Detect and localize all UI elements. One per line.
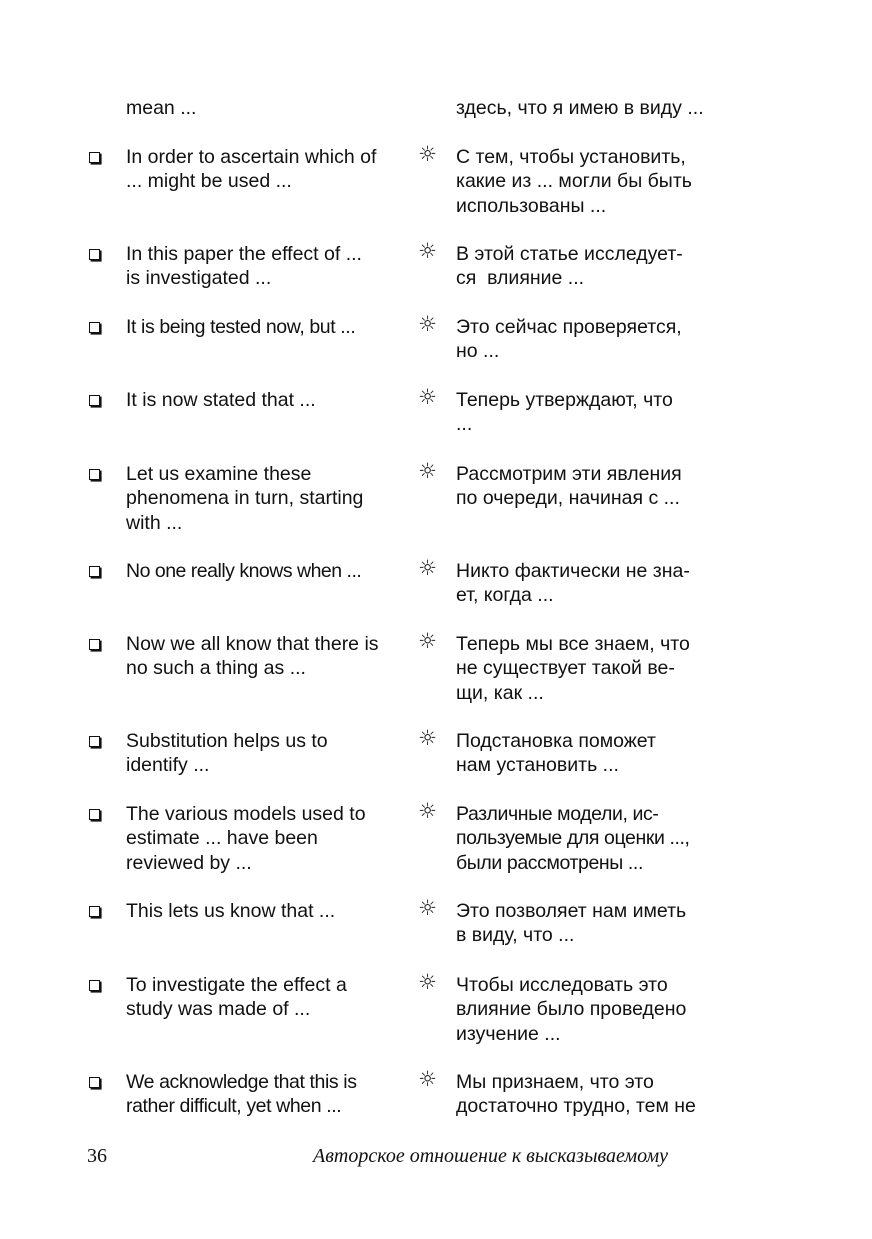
phrase-ru: Никто фактически не зна- ет, когда ... — [456, 560, 690, 607]
checkbox-icon — [89, 1077, 100, 1088]
phrase-en: It is being tested now, but ... — [126, 316, 356, 338]
page-footer — [0, 1142, 872, 1172]
phrase-en: We acknowledge that this is rather difficult, yet when ... — [126, 1071, 357, 1118]
sun-icon: ☼ — [418, 629, 437, 653]
checkbox-icon — [89, 322, 100, 333]
phrase-en: It is now stated that ... — [126, 389, 316, 411]
sun-icon: ☼ — [418, 312, 437, 336]
sun-icon: ☼ — [418, 1067, 437, 1091]
phrase-ru: Это позволяет нам иметь в виду, что ... — [456, 900, 687, 947]
sun-icon: ☼ — [418, 896, 437, 920]
sun-icon: ☼ — [418, 726, 437, 750]
phrase-ru: Различные модели, ис- пользуемые для оценки ..., были рассмотрены ... — [456, 803, 690, 874]
phrase-ru: С тем, чтобы установить, какие из ... могли бы быть использованы ... — [456, 146, 692, 217]
sun-icon: ☼ — [418, 459, 437, 483]
top-line-ru: здесь, что я имею в виду ... — [456, 97, 704, 119]
phrase-en: The various models used to estimate ... have been reviewed by ... — [126, 803, 366, 874]
sun-icon: ☼ — [418, 239, 437, 263]
phrase-en: No one really knows when ... — [126, 560, 362, 582]
sun-icon: ☼ — [418, 799, 437, 823]
checkbox-icon — [89, 249, 100, 260]
checkbox-icon — [89, 906, 100, 917]
phrase-ru: Теперь утверждают, что ... — [456, 389, 673, 436]
phrase-en: Let us examine these phenomena in turn, starting with ... — [126, 463, 364, 534]
checkbox-icon — [89, 566, 100, 577]
phrase-en: In this paper the effect of ... is investigated ... — [126, 243, 362, 290]
phrase-en: Substitution helps us to identify ... — [126, 730, 328, 777]
phrase-ru: Это сейчас проверяется, но ... — [456, 316, 682, 363]
running-title: Авторское отношение к высказываемому — [313, 1145, 669, 1167]
checkbox-icon — [89, 639, 100, 650]
checkbox-icon — [89, 395, 100, 406]
phrase-ru: Чтобы исследовать это влияние было проведено изучение ... — [456, 974, 687, 1045]
phrase-ru: Подстановка поможет нам установить ... — [456, 730, 656, 777]
phrase-ru: Теперь мы все знаем, что не существует такой ве- щи, как ... — [456, 633, 690, 704]
phrase-en: To investigate the effect a study was made of ... — [126, 974, 347, 1021]
phrase-en: Now we all know that there is no such a thing as ... — [126, 633, 379, 680]
sun-icon: ☼ — [418, 970, 437, 994]
checkbox-icon — [89, 809, 100, 820]
sun-icon: ☼ — [418, 385, 437, 409]
checkbox-icon — [89, 736, 100, 747]
page-number: 36 — [87, 1145, 107, 1167]
phrase-ru: Рассмотрим эти явления по очереди, начиная с ... — [456, 463, 682, 510]
sun-icon: ☼ — [418, 142, 437, 166]
checkbox-icon — [89, 152, 100, 163]
phrase-ru: Мы признаем, что это достаточно трудно, тем не — [456, 1071, 696, 1118]
checkbox-icon — [89, 469, 100, 480]
phrase-en: In order to ascertain which of ... might be used ... — [126, 146, 377, 193]
checkbox-icon — [89, 980, 100, 991]
sun-icon: ☼ — [418, 556, 437, 580]
top-line-en: mean ... — [126, 97, 197, 119]
phrase-en: This lets us know that ... — [126, 900, 336, 922]
phrase-ru: В этой статье исследует- ся влияние ... — [456, 243, 683, 290]
